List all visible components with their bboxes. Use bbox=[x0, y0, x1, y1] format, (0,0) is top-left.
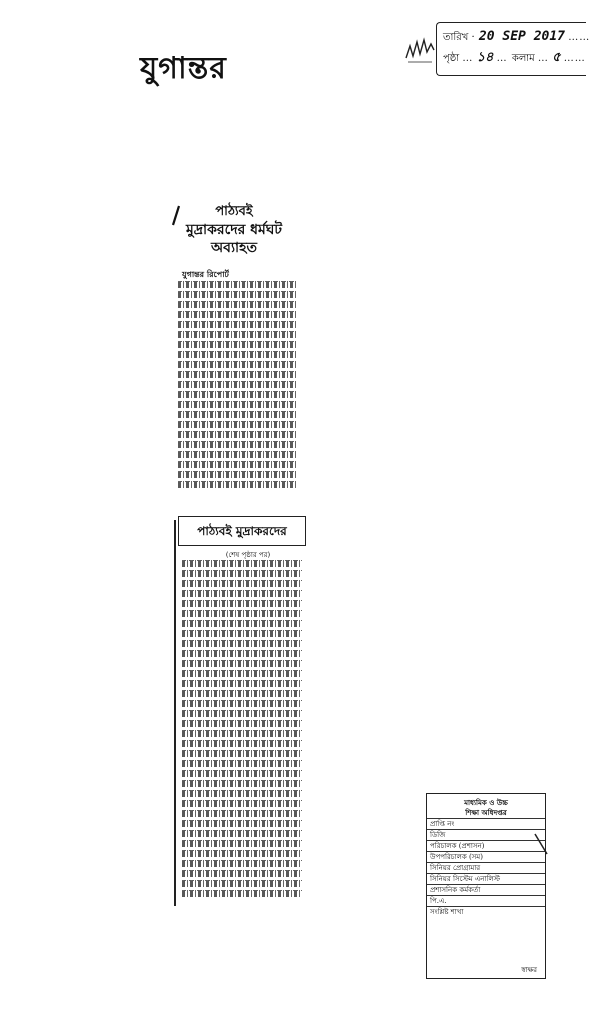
ledger-row: প্রাপ্তি নং bbox=[427, 818, 545, 829]
ledger-title-2: শিক্ষা অধিদপ্তর bbox=[465, 808, 507, 817]
stamp-date-label: তারিখ bbox=[443, 32, 469, 43]
ledger-row: সিনিয়র সিস্টেম এনালিস্ট bbox=[427, 873, 545, 884]
article-headline bbox=[170, 203, 298, 257]
ledger-row: পরিচালক (প্রশাসন) bbox=[427, 840, 545, 851]
ledger-row: সংশ্লিষ্ট শাখা bbox=[427, 906, 545, 917]
headline-line-2: মুদ্রাকরদের ধর্মঘট bbox=[185, 222, 283, 238]
ledger-row: সিনিয়র প্রোগ্রামার bbox=[427, 862, 545, 873]
continuation-headline: পাঠ্যবই মুদ্রাকরদের bbox=[178, 516, 306, 546]
ledger-row: ডিজি bbox=[427, 829, 545, 840]
newspaper-masthead: যুগান্তর bbox=[140, 51, 227, 86]
news-clipping-main bbox=[170, 203, 298, 505]
stamp-date-value: 20 SEP 2017 bbox=[478, 29, 565, 44]
date-receipt-stamp: তারিখ · 20 SEP 2017 …… পৃষ্ঠা … ১৪ … কলাম … ৫ …… bbox=[436, 22, 586, 76]
ledger-row: প্রশাসনিক কর্মকর্তা bbox=[427, 884, 545, 895]
stamp-column-value: ৫ bbox=[552, 50, 561, 65]
article-body-text bbox=[178, 281, 296, 491]
ledger-row: উপপরিচালক (সম) bbox=[427, 851, 545, 862]
article-byline: যুগান্তর রিপোর্ট bbox=[182, 270, 229, 279]
ledger-title-1: মাধ্যমিক ও উচ্চ bbox=[464, 798, 508, 807]
column-rule bbox=[174, 520, 176, 906]
stamp-column-label: কলাম bbox=[511, 53, 535, 64]
stamp-page-label: পৃষ্ঠা bbox=[443, 53, 460, 64]
continued-note: (শেষ পৃষ্ঠার পর) bbox=[225, 551, 271, 559]
handwritten-scribble-icon bbox=[404, 36, 438, 66]
headline-line-3: অব্যাহত bbox=[211, 240, 257, 256]
ledger-row: পি.এ. bbox=[427, 895, 545, 906]
continuation-body-text bbox=[182, 560, 302, 900]
stamp-page-value: ১৪ bbox=[476, 50, 494, 65]
headline-line-1: পাঠ্যবই bbox=[215, 204, 253, 219]
diagonal-strike-icon bbox=[427, 794, 547, 980]
ledger-footer: স্বাক্ষর bbox=[521, 966, 537, 974]
news-clipping-continuation bbox=[178, 516, 306, 908]
office-routing-stamp bbox=[426, 793, 546, 979]
